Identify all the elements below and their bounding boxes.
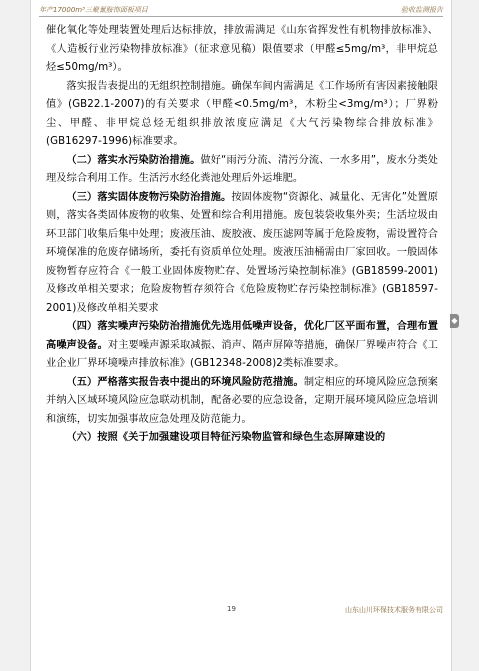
text-environmental-risk: 制定相应的环境风险应急预案并纳入区域环境风险应急联动机制，配备必要的应急设备，定期开展环境风险应急培训和演练，切实加强事故应急处理及防范能力。	[46, 376, 438, 425]
text-noise: 对主要噪声源采取减振、消声、隔声屏障等措施，确保厂界噪声符合《工业企业厂界环境噪声排放标准》(GB12348-2008)2类标准要求。	[46, 339, 438, 369]
page-header	[39, 4, 443, 17]
header-project-title: 年产17000m³三聚氰胺饰面板项目	[39, 6, 148, 14]
heading-noise: （四）落实噪声污染防治措施优先选用低噪声设备，优化厂区平面布置，合理布置高噪声设备。	[46, 321, 438, 351]
paragraph-emission-limits: 催化氧化等处理装置处理后达标排放，排放需满足《山东省挥发性有机物排放标准》、《人造板行业污染物排放标准》（征求意见稿）限值要求（甲醛≤5mg/m³，非甲烷总烃≤50mg/m³）。	[46, 25, 438, 73]
heading-environmental-risk: （五）严格落实报告表中提出的环境风险防范措施。	[66, 376, 304, 388]
paragraph-characteristic-pollutants	[46, 429, 438, 448]
page-number: 19	[227, 605, 236, 613]
paragraph-fugitive-control: 落实报告表提出的无组织控制措施。确保车间内需满足《工作场所有害因素接触限值》(GB22.1-2007)的有关要求（甲醛<0.5mg/m³，木粉尘<3mg/m³）；厂界粉尘、甲醛、非甲烷总烃无组织排放浓度应满足《大气污染物综合排放标准》(GB16297-1996)标准要求。	[46, 80, 438, 147]
heading-water-pollution: （二）落实水污染防治措施。	[66, 154, 201, 166]
paragraph-water-pollution	[46, 152, 438, 189]
side-scroll-tab[interactable]: ◆	[450, 314, 459, 328]
document-page	[30, 0, 452, 671]
paragraph-environmental-risk	[46, 374, 438, 430]
document-body	[46, 22, 438, 448]
footer-company: 山东山川环保技术服务有限公司	[345, 606, 443, 614]
paragraph-noise	[46, 318, 438, 374]
heading-characteristic-pollutants: （六）按照《关于加强建设项目特征污染物监管和绿色生态屏障建设的	[66, 432, 386, 443]
header-report-type: 验收监测报告	[401, 6, 443, 14]
text-solid-waste: 按固体废物“资源化、减量化、无害化”处置原则，落实各类固体废物的收集、处置和综合利用措施。废包装袋收集外卖；生活垃圾由环卫部门收集后集中处理；废液压油、废胶液、废压滤网等属于危险废物，需设置符合环境保准的危废存储场所，委托有资质单位处理。废液压油桶需由厂家回收。一般固体废物暂存应符合《一般工业固体废物贮存、处置场污染控制标准》(GB18599-2001)及修改单相关要求；危险废物暂存须符合《危险废物贮存污染控制标准》(GB18597-2001)及修改单相关要求	[46, 191, 438, 314]
heading-solid-waste: （三）落实固体废物污染防治措施。	[66, 191, 232, 203]
text-water-pollution: 做好“雨污分流、清污分流、一水多用”，废水分类处理及综合利用工作。生活污水经化粪池处理后外运堆肥。	[46, 154, 438, 184]
paragraph-solid-waste	[46, 189, 438, 319]
